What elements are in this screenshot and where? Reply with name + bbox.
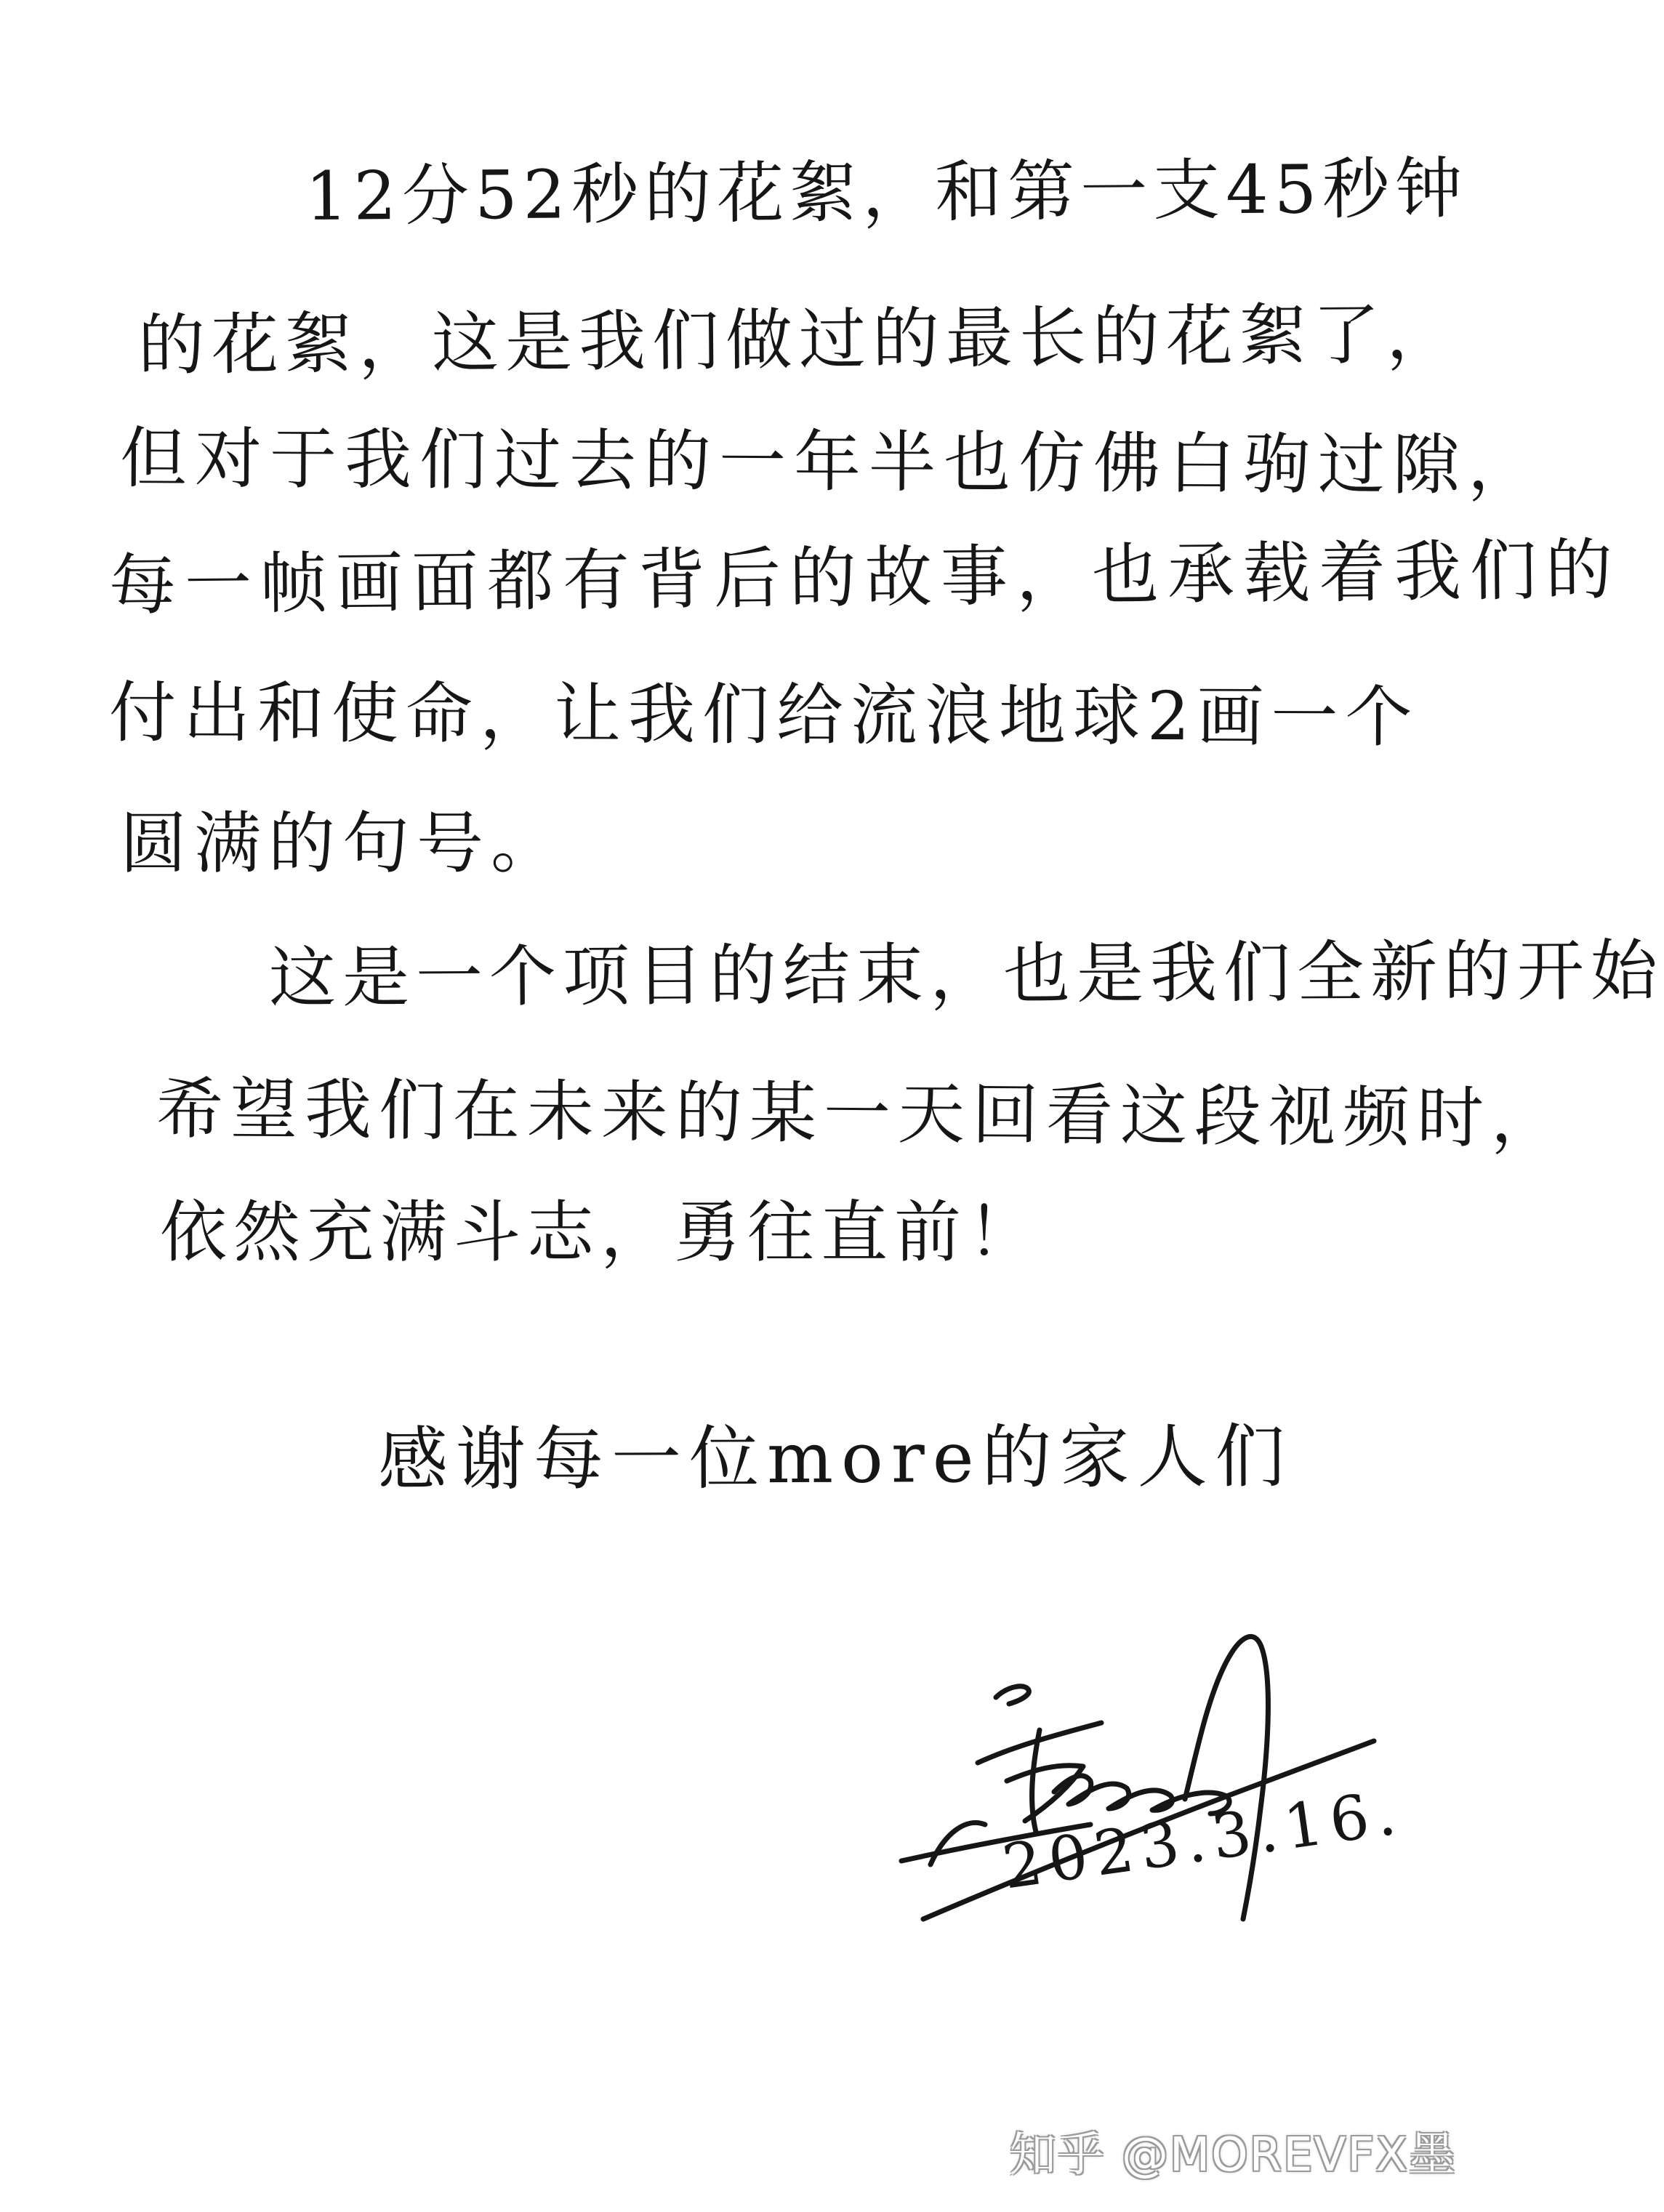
letter-line-3: 但对于我们过去的一年半也仿佛白驹过隙， — [119, 419, 1543, 505]
letter-thanks-line: 感谢每一位more的家人们 — [377, 1415, 1293, 1500]
letter-line-4: 每一帧画面都有背后的故事，也承载着我们的 — [108, 531, 1622, 624]
letter-line-2: 的花絮，这是我们做过的最长的花絮了， — [137, 295, 1460, 385]
signature-date: 2023.3.16. — [998, 1776, 1407, 1903]
letter-line-9: 依然充满斗志，勇往直前！ — [160, 1194, 1042, 1271]
letter-line-8: 希望我们在未来的某一天回看这段视频时， — [156, 1070, 1566, 1158]
zhihu-watermark: 知乎 @MOREVFX墨 — [1009, 2128, 1457, 2182]
letter-line-5: 付出和使命，让我们给流浪地球2画一个 — [108, 674, 1420, 757]
letter-line-1: 12分52秒的花絮，和第一支45秒钟 — [305, 149, 1468, 236]
letter-line-7: 这是一个项目的结束，也是我们全新的开始 — [268, 931, 1664, 1017]
letter-line-6: 圆满的句号。 — [120, 805, 566, 882]
